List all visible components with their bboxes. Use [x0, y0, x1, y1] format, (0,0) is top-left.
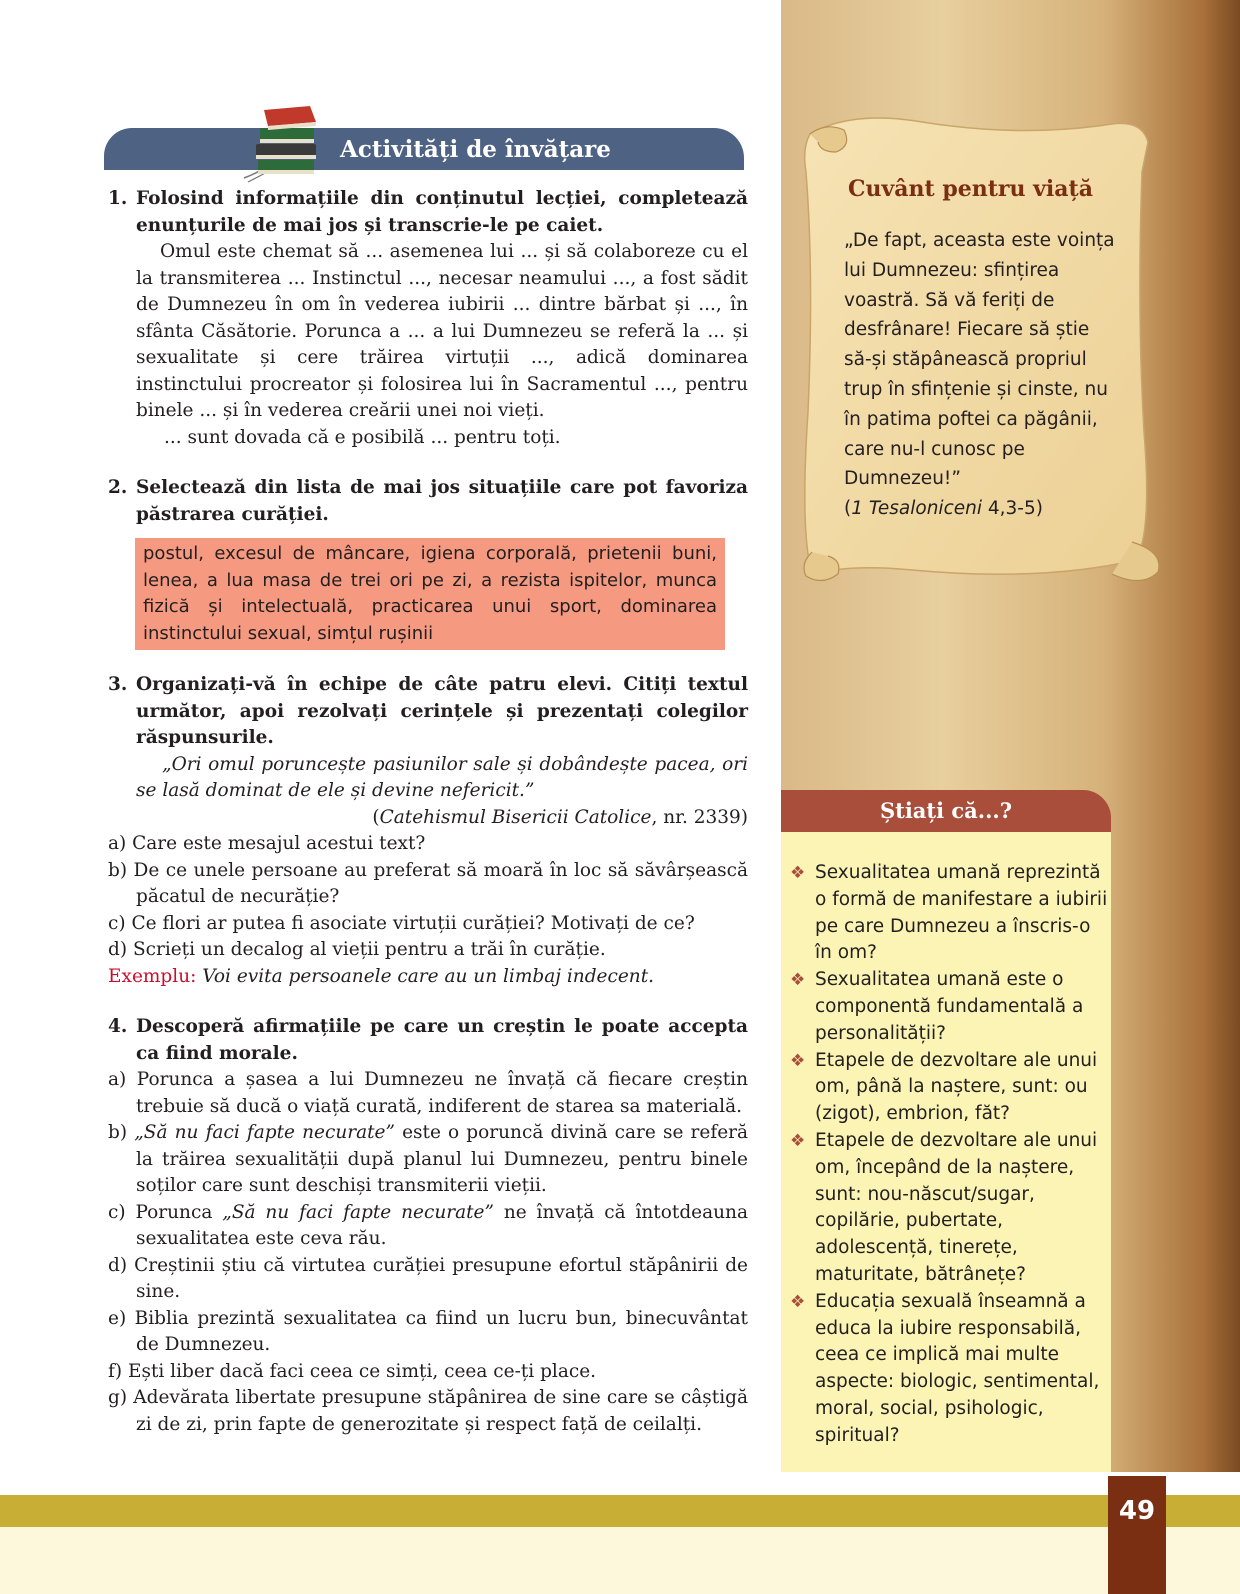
question-4-item-c: c) Porunca „Să nu faci fapte necurate” ne învață că întotdeauna sexualitatea este ceva rău. — [108, 1201, 748, 1249]
word-for-life-reference: (1 Tesaloniceni 4,3-5) — [844, 498, 1043, 520]
question-4-item-d: d) Creștinii știu că virtutea curăției presupune efortul stăpânirii de sine. — [108, 1254, 748, 1302]
question-3-item-a: a) Care este mesajul acestui text? — [108, 833, 426, 854]
question-4-title: 4. Descoperă afirmațiile pe care un creștin le poate accepta ca fiind morale. — [108, 1016, 748, 1064]
question-3-item-b: b) De ce unele persoane au preferat să moară în loc să săvârșească păcatul de necurăție? — [108, 859, 748, 907]
list-item: ❖ Sexualitatea umană este o componentă fundamentală a personalității? — [790, 969, 1084, 1044]
question-3-item-c: c) Ce flori ar putea fi asociate virtuții curăției? Motivați de ce? — [108, 912, 695, 934]
diamond-bullet-icon: ❖ — [790, 1291, 806, 1312]
question-4-item-b: b) „Să nu faci fapte necurate” este o poruncă divină care se referă la trăirea sexualității după planul lui Dumnezeu, pentru binele soților care sunt deschiși transmiterii vieții. — [108, 1122, 749, 1196]
example-line: Exemplu: Voi evita persoanele care au un limbaj indecent. — [108, 965, 655, 987]
list-item: ❖ Sexualitatea umană reprezintă o formă de manifestare a iubirii pe care Dumnezeu a înscris-o în om? — [790, 862, 1108, 964]
question-1-text-2: ... sunt dovada că e posibilă ... pentru toți. — [164, 426, 561, 448]
quote-source: (Catehismul Bisericii Catolice, nr. 2339) — [372, 806, 748, 828]
question-4-item-a: a) Porunca a șasea a lui Dumnezeu ne învață că fiecare creștin trebuie să ducă o viață curată, indiferent de starea sa materială. — [108, 1069, 748, 1117]
list-item: ❖ Educația sexuală înseamnă a educa la iubire responsabilă, ceea ce implică mai multe aspecte: biologic, sentimental, moral, social, psihologic, spiritual? — [790, 1290, 1100, 1446]
catechism-quote: „Ori omul poruncește pasiunilor sale și dobândește pacea, ori se lasă dominat de ele și devine nefericit.” — [136, 753, 748, 801]
diamond-bullet-icon: ❖ — [790, 1050, 806, 1071]
did-you-know-title: Știați că...? — [879, 798, 1013, 823]
question-4-item-f: f) Ești liber dacă faci ceea ce simți, ceea ce-ți place. — [108, 1360, 597, 1382]
diamond-bullet-icon: ❖ — [790, 970, 806, 991]
question-4-item-e: e) Biblia prezintă sexualitatea ca fiind un lucru bun, binecuvântat de Dumnezeu. — [108, 1307, 748, 1355]
diamond-bullet-icon: ❖ — [790, 863, 806, 883]
section-title: Activități de învățare — [340, 136, 611, 163]
books-icon — [240, 104, 332, 184]
page-number: 49 — [1118, 1496, 1156, 1526]
question-3-title: 3. Organizați-vă în echipe de câte patru elevi. Citiți textul următor, apoi rezolvați cerințele și prezentați colegilor răspunsurile. — [108, 674, 748, 748]
word-for-life-title: Cuvânt pentru viață — [848, 176, 1093, 202]
footer-strip — [0, 1527, 1240, 1594]
page-number-box — [1108, 1476, 1166, 1594]
footer-bar — [0, 1495, 1240, 1527]
word-for-life-quote: „De fapt, aceasta este voința lui Dumnezeu: sfințirea voastră. Să vă feriți de desfrânare! Fiecare să știe să-și stăpânească propriul trup în sfințenie și cinste, nu în patima poftei ca păgânii, care nu-l cunosc pe Dumnezeu!” (1 Tesaloniceni 4,3-5) — [844, 226, 1144, 524]
situations-box: postul, excesul de mâncare, igiena corporală, prietenii buni, lenea, a lua masa de trei ori pe zi, a rezista ispitelor, munca fizică și intelectuală, practicarea unui sport, dominarea instinctului sexual, simțul rușinii — [135, 538, 725, 650]
question-4-item-g: g) Adevărata libertate presupune stăpânirea de sine care se câștigă zi de zi, prin fapte de generozitate și respect față de ceilalți. — [108, 1387, 748, 1435]
list-item: ❖ Etapele de dezvoltare ale unui om, până la naștere, sunt: ou (zigot), embrion, făt? — [790, 1049, 1098, 1125]
question-1-text: Omul este chemat să ... asemenea lui ... și să colaboreze cu el la transmiterea ... Instinctul ..., necesar neamului ..., a fost sădit de Dumnezeu în om în vederea iubirii ... dintre bărbat și ..., în sfânta Căsătorie. Porunca a ... a lui Dumnezeu se referă la ... și sexualitate și cere trăirea virtuții ..., adică dominarea instinctului procreator și folosirea lui în Sacramentul ..., pentru binele ... și în vederea creării unei noi vieți. — [136, 241, 748, 421]
question-3-item-d: d) Scrieți un decalog al vieții pentru a trăi în curăție. — [108, 939, 606, 960]
diamond-bullet-icon: ❖ — [790, 1130, 806, 1151]
did-you-know-list — [790, 860, 1110, 1450]
list-item: ❖ Etapele de dezvoltare ale unui om, începând de la naștere, sunt: nou-născut/sugar, copilărie, pubertate, adolescență, tinerețe, maturitate, bătrânețe? — [790, 1129, 1098, 1285]
question-1-title: 1. Folosind informațiile din conținutul lecției, completează enunțurile de mai jos și transcrie-le pe caiet. — [108, 188, 748, 236]
learning-activities — [108, 186, 748, 1438]
question-2-title: 2. Selectează din lista de mai jos situațiile care pot favoriza păstrarea curăției. — [108, 477, 748, 525]
